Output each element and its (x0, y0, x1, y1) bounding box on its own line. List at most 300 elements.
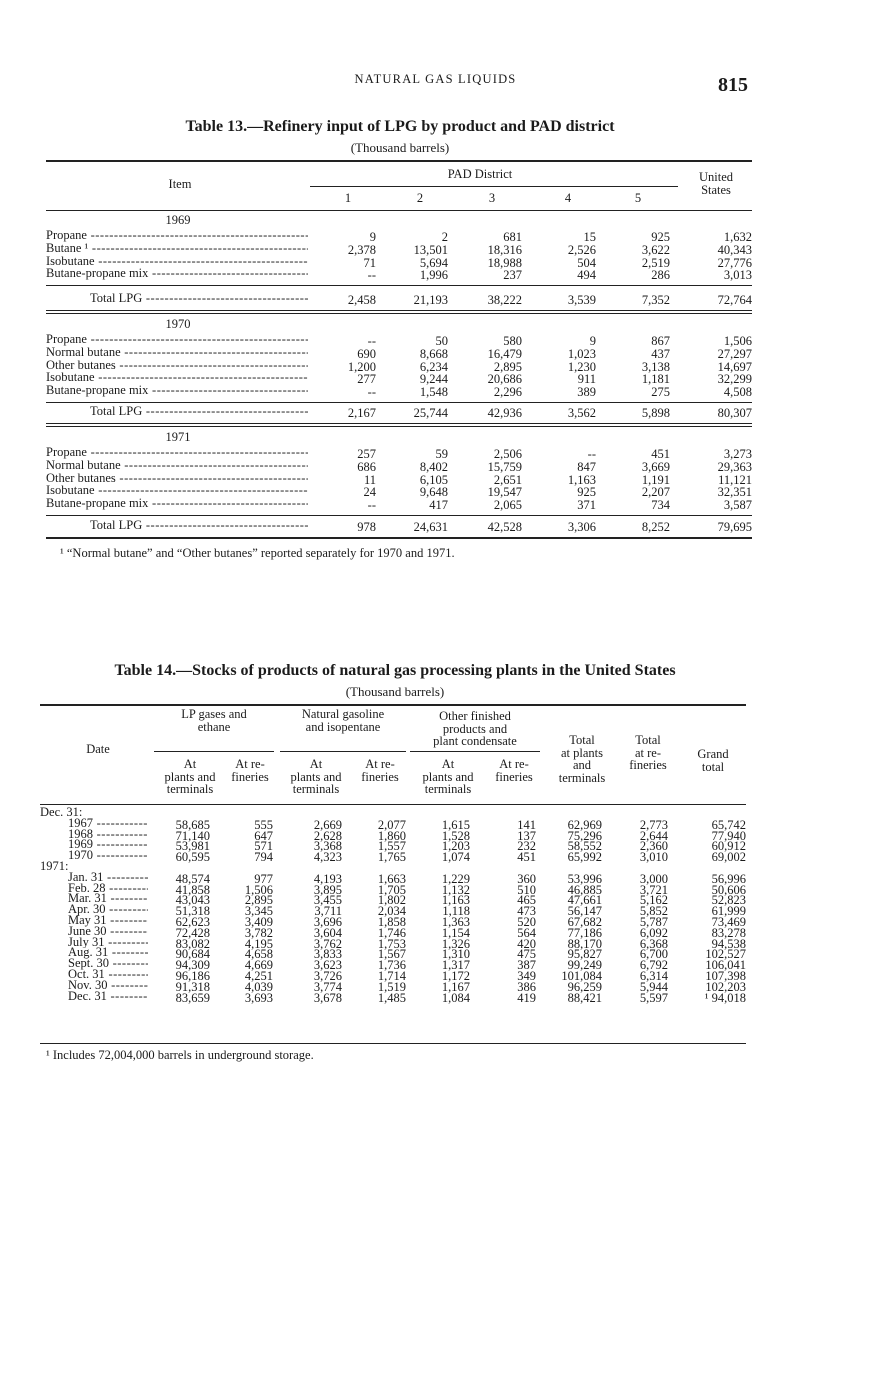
table13-cell: 2,506 (493, 447, 522, 461)
table14-cell: 58,685 (175, 817, 210, 832)
table14-row-date: Jan. 31 ----- (68, 871, 148, 884)
table13-cell: 9,648 (419, 485, 448, 500)
table13-cell: 3,138 (641, 359, 670, 374)
table14-cell: 94,538 (711, 936, 746, 951)
table14-cell: 58,552 (567, 839, 602, 854)
table14-row-date: Oct. 31 ----- (68, 968, 148, 981)
table13-subtitle: (Thousand barrels) (350, 140, 450, 155)
table14-header-rule (40, 804, 746, 805)
table13-cell: 257 (357, 447, 376, 461)
table14-cell: 1,118 (442, 904, 470, 919)
table14-cell: 5,944 (639, 979, 668, 994)
table14-header-date: Date (86, 742, 110, 756)
table13-cell: 437 (651, 346, 670, 361)
table13-cell: 19,547 (487, 485, 522, 500)
table14-cell: 96,259 (567, 979, 602, 994)
table14-cell: 3,345 (244, 904, 273, 919)
table13-cell: 3,622 (641, 242, 670, 257)
table14-header-lp-refineries: At re- fineries (231, 757, 269, 784)
table14-cell: 2,895 (244, 893, 273, 908)
table13-cell: 686 (357, 459, 376, 474)
table14-cell: 2,773 (639, 817, 668, 832)
table14-cell: 107,398 (705, 969, 746, 983)
table13-cell: 1,163 (567, 472, 596, 487)
table14-cell: 60,595 (175, 850, 210, 865)
table14-row-date: 1970 ----- (68, 849, 148, 862)
table14-cell: 56,147 (567, 904, 602, 919)
table13-total-cell: 2,167 (347, 406, 376, 420)
table14-cell: 977 (254, 871, 273, 886)
table13-total-label: Total LPG ----- (90, 405, 308, 418)
table13-row-label: Other butanes ----- (46, 472, 308, 485)
table14-cell: 1,765 (377, 850, 406, 865)
table14-row-date: Dec. 31 ----- (68, 990, 148, 1003)
table14-cell: 1,229 (441, 871, 470, 886)
table13-cell: 32,299 (717, 372, 752, 387)
table14-cell: 794 (254, 850, 273, 865)
table14-header-other-plants: At plants and terminals (422, 757, 474, 796)
table13-total-rule (46, 402, 752, 403)
table14-row-date: Nov. 30 ----- (68, 979, 148, 992)
table14-cell: 5,787 (639, 915, 668, 929)
table14-ng-rule (280, 751, 406, 752)
table14-cell: 141 (517, 817, 536, 832)
table13-total-cell: 8,252 (641, 520, 670, 534)
table14-cell: 88,170 (567, 936, 602, 951)
table14-top-rule (40, 704, 746, 706)
table13-row-label: Butane-propane mix ----- (46, 384, 308, 397)
table14-cell: 51,318 (175, 904, 210, 919)
table13-cell: 59 (435, 447, 448, 461)
table14-cell: 3,678 (313, 990, 342, 1005)
table14-cell: 102,203 (705, 979, 746, 994)
table14-row-date: 1968 ----- (68, 828, 148, 841)
running-head: NATURAL GAS LIQUIDS (354, 72, 517, 86)
table14-cell: 1,310 (441, 947, 470, 962)
table14-cell: 1,714 (377, 969, 406, 983)
table13-cell: 925 (577, 485, 596, 500)
table14-cell: 1,485 (377, 990, 406, 1005)
table13-total-cell: 72,764 (717, 293, 752, 307)
table14-section-label: 1971: (40, 859, 69, 873)
table13-cell: 417 (429, 498, 448, 513)
table14-row-date: Sept. 30 ----- (68, 957, 148, 970)
table14-cell: 3,623 (313, 958, 342, 973)
table14-cell: 6,368 (639, 936, 668, 951)
table14-cell: 419 (517, 990, 536, 1005)
table13-cell: 925 (651, 230, 670, 244)
table13-total-label: Total LPG ----- (90, 292, 308, 305)
table14-header-lp-plants: At plants and terminals (164, 757, 216, 796)
table14-cell: 555 (254, 817, 273, 832)
table13-cell: 2,519 (641, 255, 670, 270)
table14-lp-rule (154, 751, 274, 752)
table14-cell: 1,567 (377, 947, 406, 962)
table13-bottom-rule (46, 537, 752, 539)
table13-footnote: ¹ “Normal butane” and “Other butanes” reported separately for 1970 and 1971. (60, 546, 455, 560)
table14-cell: 6,792 (639, 958, 668, 973)
table14-bottom-rule (40, 1043, 746, 1044)
table13-cell: 2,895 (493, 359, 522, 374)
table14-footnote: ¹ Includes 72,004,000 barrels in underground storage. (46, 1048, 314, 1062)
table14-cell: 1,317 (441, 958, 470, 973)
table14-cell: 1,154 (441, 925, 470, 940)
table13-total-cell: 2,458 (347, 293, 376, 307)
table13-total-rule (46, 285, 752, 286)
table14-cell: 56,996 (711, 871, 746, 886)
table14-row-date: Feb. 28 ----- (68, 882, 148, 895)
table13-cell: 15 (583, 230, 596, 244)
table14-cell: 4,251 (244, 969, 273, 983)
table13-header-pad-district: PAD District (447, 167, 513, 181)
table14-cell: 2,628 (313, 828, 342, 843)
table13-cell: -- (367, 498, 376, 513)
table14-header-total-refineries: Total at re- fineries (629, 733, 667, 772)
table13-cell: 18,988 (487, 255, 522, 270)
table14-cell: 95,827 (567, 947, 602, 962)
table14-cell: 1,326 (441, 936, 470, 951)
table14-cell: 102,527 (705, 947, 746, 962)
table14-cell: 1,528 (441, 828, 470, 843)
table13-top-rule (46, 160, 752, 162)
table14-cell: 91,318 (175, 979, 210, 994)
table13-cell: 4,508 (723, 385, 752, 400)
table14-cell: 360 (517, 871, 536, 886)
table13-cell: -- (367, 268, 376, 283)
table13-district-header: 1 (344, 191, 352, 205)
table14-cell: 83,082 (175, 936, 210, 951)
table13-cell: 2,296 (493, 385, 522, 400)
table13-cell: 1,023 (567, 346, 596, 361)
table14-cell: 2,077 (377, 817, 406, 832)
table14-cell: 473 (517, 904, 536, 919)
table13-cell: 1,996 (419, 268, 448, 283)
table13-cell: 27,776 (717, 255, 752, 270)
table14-cell: 647 (254, 828, 273, 843)
table14-cell: 94,309 (175, 958, 210, 973)
table13-cell: -- (367, 334, 376, 348)
table14-cell: 3,368 (313, 839, 342, 854)
table13-cell: 9 (369, 230, 376, 244)
table14-cell: ¹ 94,018 (704, 990, 746, 1005)
table13-row-label: Isobutane ----- (46, 371, 308, 384)
table13-cell: 18,316 (487, 242, 522, 257)
table14-row-date: 1969 ----- (68, 838, 148, 851)
table14-cell: 48,574 (175, 871, 210, 886)
table13-cell: 27,297 (717, 346, 752, 361)
table13-total-rule (46, 515, 752, 516)
table14-cell: 3,693 (244, 990, 273, 1005)
table14-cell: 1,506 (244, 882, 273, 897)
table14-cell: 1,705 (377, 882, 406, 897)
table14-cell: 62,623 (175, 915, 210, 929)
table14-cell: 1,736 (377, 958, 406, 973)
table13-cell: 40,343 (717, 242, 752, 257)
table14-header-other-refineries: At re- fineries (495, 757, 533, 784)
table14-cell: 2,644 (639, 828, 668, 843)
table14-cell: 4,039 (244, 979, 273, 994)
table13-cell: 1,506 (723, 334, 752, 348)
table13-total-cell: 25,744 (413, 406, 448, 420)
table14-cell: 53,996 (567, 871, 602, 886)
table13-cell: 277 (357, 372, 376, 387)
table14-cell: 3,895 (313, 882, 342, 897)
table13-total-cell: 42,528 (487, 520, 522, 534)
table13-cell: 389 (577, 385, 596, 400)
table14-cell: 53,981 (175, 839, 210, 854)
table13-cell: 690 (357, 346, 376, 361)
table13-cell: 24 (363, 485, 376, 500)
table14-cell: 41,858 (175, 882, 210, 897)
table13-cell: 9 (589, 334, 596, 348)
table14-cell: 1,074 (441, 850, 470, 865)
table13-cell: 237 (503, 268, 522, 283)
table14-header-lp-group: LP gases and ethane (181, 707, 247, 734)
table14-header-total-plants: Total at plants and terminals (558, 733, 606, 785)
table14-cell: 43,043 (175, 893, 210, 908)
table14-cell: 83,659 (175, 990, 210, 1005)
table13-cell: 3,587 (723, 498, 752, 513)
table13-cell: 29,363 (717, 459, 752, 474)
table14-cell: 6,314 (639, 969, 668, 983)
table14-title: Table 14.—Stocks of products of natural gas processing plants in the United States (114, 662, 676, 679)
table14-cell: 6,092 (639, 925, 668, 940)
table14-cell: 3,409 (244, 915, 273, 929)
table14-cell: 83,278 (711, 925, 746, 940)
table14-cell: 1,858 (377, 915, 406, 929)
table14-cell: 6,700 (639, 947, 668, 962)
table14-cell: 71,140 (175, 828, 210, 843)
table13-district-header: 4 (564, 191, 572, 205)
table14-cell: 62,969 (567, 817, 602, 832)
table14-subtitle: (Thousand barrels) (345, 684, 445, 699)
table13-cell: 15,759 (487, 459, 522, 474)
table14-cell: 232 (517, 839, 536, 854)
table14-cell: 1,557 (377, 839, 406, 854)
table14-cell: 571 (254, 839, 273, 854)
table13-cell: 1,191 (641, 472, 670, 487)
table14-cell: 520 (517, 915, 536, 929)
table14-cell: 5,162 (639, 893, 668, 908)
table13-cell: 11 (363, 472, 376, 487)
table14-cell: 3,762 (313, 936, 342, 951)
table13-district-header: 5 (634, 191, 642, 205)
table13-row-label: Butane-propane mix ----- (46, 267, 308, 280)
table13-total-cell: 3,562 (567, 406, 596, 420)
table13-cell: -- (587, 447, 596, 461)
table13-row-label: Other butanes ----- (46, 359, 308, 372)
table14-cell: 451 (517, 850, 536, 865)
table14-cell: 3,696 (313, 915, 342, 929)
table13-cell: 867 (651, 334, 670, 348)
table13-total-cell: 7,352 (641, 293, 670, 307)
table13-cell: 2 (441, 230, 448, 244)
page-number: 815 (718, 74, 748, 96)
table14-cell: 1,203 (441, 839, 470, 854)
table14-cell: 4,669 (244, 958, 273, 973)
table13-cell: 3,669 (641, 459, 670, 474)
table13-cell: 451 (651, 447, 670, 461)
table13-cell: 275 (651, 385, 670, 400)
table13-year-heading: 1970 (165, 317, 191, 331)
table14-cell: 73,469 (711, 915, 746, 929)
table13-cell: 6,105 (419, 472, 448, 487)
table13-cell: 14,697 (717, 359, 752, 374)
table13-cell: 1,200 (347, 359, 376, 374)
table14-cell: 1,167 (441, 979, 470, 994)
table14-cell: 99,249 (567, 958, 602, 973)
table14-cell: 3,833 (313, 947, 342, 962)
table13-cell: -- (367, 385, 376, 400)
table14-cell: 67,682 (567, 915, 602, 929)
table13-row-label: Normal butane ----- (46, 459, 308, 472)
table13-cell: 3,013 (723, 268, 752, 283)
table14-cell: 77,186 (567, 925, 602, 940)
table13-year-heading: 1969 (165, 213, 191, 227)
table13-row-label: Butane-propane mix ----- (46, 497, 308, 510)
table13-row-label: Butane ¹ ----- (46, 242, 308, 255)
table13-cell: 11,121 (718, 472, 752, 487)
table13-district-header: 2 (416, 191, 424, 205)
table14-cell: 69,002 (711, 850, 746, 865)
table14-cell: 4,323 (313, 850, 342, 865)
table14-row-date: May 31 ----- (68, 914, 148, 927)
table13-cell: 2,378 (347, 242, 376, 257)
table13-cell: 16,479 (487, 346, 522, 361)
table14-cell: 4,193 (313, 871, 342, 886)
table14-cell: 60,912 (711, 839, 746, 854)
table14-cell: 2,360 (639, 839, 668, 854)
table13-cell: 50 (435, 334, 448, 348)
table14-section-label: Dec. 31: (40, 805, 83, 819)
table14-header-ng-plants: At plants and terminals (290, 757, 342, 796)
table14-header-grand-total: Grand total (697, 747, 729, 774)
table14-cell: 387 (517, 958, 536, 973)
table14-cell: 349 (517, 969, 536, 983)
table13-total-label: Total LPG ----- (90, 519, 308, 532)
table13-cell: 504 (577, 255, 596, 270)
table14-cell: 72,428 (175, 925, 210, 940)
table13-cell: 20,686 (487, 372, 522, 387)
table13-cell: 8,402 (419, 459, 448, 474)
table13-header-rule (46, 210, 752, 211)
table13-cell: 286 (651, 268, 670, 283)
table14-cell: 2,669 (313, 817, 342, 832)
table14-cell: 96,186 (175, 969, 210, 983)
table14-cell: 1,163 (441, 893, 470, 908)
table13-row-label: Isobutane ----- (46, 255, 308, 268)
table13-cell: 6,234 (419, 359, 448, 374)
table14-cell: 106,041 (705, 958, 746, 973)
table14-cell: 65,742 (711, 817, 746, 832)
table14-cell: 61,999 (711, 904, 746, 919)
table14-row-date: Aug. 31 ----- (68, 946, 148, 959)
table13-row-label: Propane ----- (46, 333, 308, 346)
table13-total-cell: 42,936 (487, 406, 522, 420)
table13-total-cell: 80,307 (717, 406, 752, 420)
table13-cell: 3,273 (723, 447, 752, 461)
table14-cell: 564 (517, 925, 536, 940)
table14-cell: 101,084 (561, 969, 602, 983)
table13-total-cell: 3,306 (567, 520, 596, 534)
table13-cell: 681 (503, 230, 522, 244)
table14-cell: 88,421 (567, 990, 602, 1005)
table13-cell: 2,207 (641, 485, 670, 500)
table14-header-ng-group: Natural gasoline and isopentane (301, 707, 385, 734)
table14-row-date: Mar. 31 ----- (68, 892, 148, 905)
table13-cell: 1,230 (567, 359, 596, 374)
table14-cell: 46,885 (567, 882, 602, 897)
table14-cell: 75,296 (567, 828, 602, 843)
table14-cell: 3,455 (313, 893, 342, 908)
table13-cell: 32,351 (717, 485, 752, 500)
table14-cell: 47,661 (567, 893, 602, 908)
table14-row-date: Apr. 30 ----- (68, 903, 148, 916)
table14-cell: 420 (517, 936, 536, 951)
table13-cell: 71 (363, 255, 376, 270)
table14-cell: 4,195 (244, 936, 273, 951)
table14-cell: 1,663 (377, 871, 406, 886)
table14-header-ng-refineries: At re- fineries (361, 757, 399, 784)
table13-total-cell: 79,695 (717, 520, 752, 534)
table13-cell: 847 (577, 459, 596, 474)
table13-cell: 1,632 (723, 230, 752, 244)
table13-row-label: Propane ----- (46, 446, 308, 459)
table14-cell: 3,782 (244, 925, 273, 940)
table14-cell: 386 (517, 979, 536, 994)
table14-cell: 3,726 (313, 969, 342, 983)
table14-cell: 1,746 (377, 925, 406, 940)
table13-row-label: Normal butane ----- (46, 346, 308, 359)
table14-row-date: June 30 ----- (68, 925, 148, 938)
table14-cell: 90,684 (175, 947, 210, 962)
table14-cell: 1,802 (377, 893, 406, 908)
table14-row-date: July 31 ----- (68, 936, 148, 949)
table14-cell: 3,711 (314, 904, 342, 919)
table13-pad-rule (310, 186, 678, 187)
table14-cell: 1,615 (441, 817, 470, 832)
table14-cell: 1,860 (377, 828, 406, 843)
table13-total-cell: 21,193 (413, 293, 448, 307)
table13-row-label: Propane ----- (46, 229, 308, 242)
table14-cell: 1,363 (441, 915, 470, 929)
table13-section-double-rule (46, 423, 752, 427)
table13-district-header: 3 (488, 191, 496, 205)
table13-cell: 580 (503, 334, 522, 348)
table13-cell: 13,501 (413, 242, 448, 257)
table14-header-other-group: Other finished products and plant condensate (433, 709, 517, 748)
table14-cell: 1,132 (441, 882, 470, 897)
table14-cell: 1,519 (377, 979, 406, 994)
table14-cell: 5,597 (639, 990, 668, 1005)
table14-cell: 1,084 (441, 990, 470, 1005)
table14-cell: 510 (517, 882, 536, 897)
table14-cell: 3,604 (313, 925, 342, 940)
table13-cell: 734 (651, 498, 670, 513)
table14-cell: 50,606 (711, 882, 746, 897)
table14-cell: 465 (517, 893, 536, 908)
table13-total-cell: 24,631 (413, 520, 448, 534)
table13-cell: 494 (577, 268, 596, 283)
table13-year-heading: 1971 (165, 430, 191, 444)
table14-cell: 1,172 (441, 969, 470, 983)
table14-cell: 52,823 (711, 893, 746, 908)
table13-total-cell: 3,539 (567, 293, 596, 307)
table13-cell: 371 (577, 498, 596, 513)
table14-cell: 3,000 (639, 871, 668, 886)
table13-cell: 2,526 (567, 242, 596, 257)
table14-cell: 3,721 (639, 882, 668, 897)
